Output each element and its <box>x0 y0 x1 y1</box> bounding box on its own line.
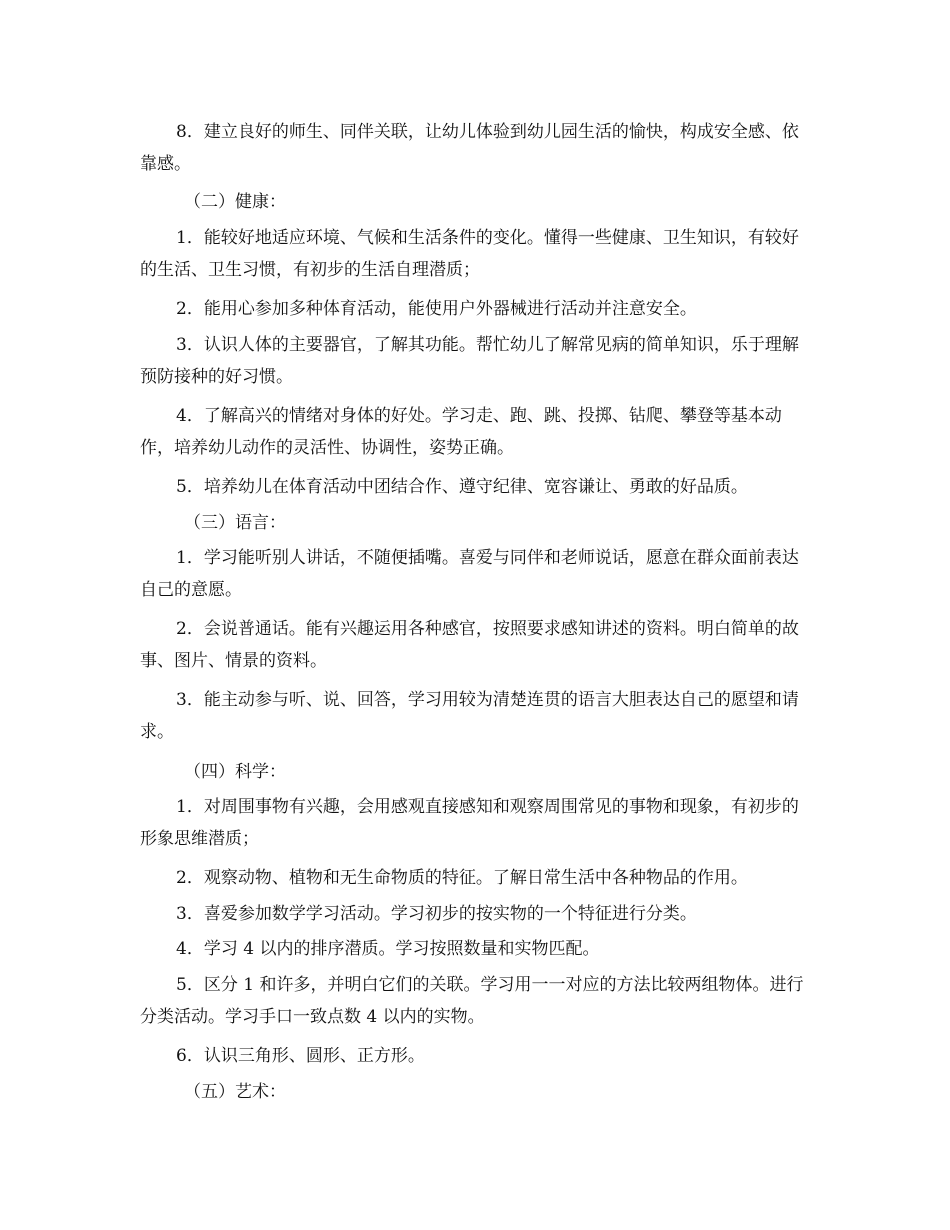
section-heading-health: （二）健康： <box>184 192 286 212</box>
paragraph-health-1: 1．能较好地适应环境、气候和生活条件的变化。懂得一些健康、卫生知识，有较好的生活、卫生习惯，有初步的生活自理潜质； <box>140 228 799 280</box>
paragraph-language-1: 1．学习能听别人讲话，不随便插嘴。喜爱与同伴和老师说话，愿意在群众面前表达自己的意愿。 <box>140 548 799 600</box>
paragraph-science-3: 3．喜爱参加数学学习活动。学习初步的按实物的一个特征进行分类。 <box>176 904 697 924</box>
section-heading-language: （三）语言： <box>184 513 286 533</box>
paragraph-health-2: 2．能用心参加多种体育活动，能使用户外器械进行活动并注意安全。 <box>176 299 697 319</box>
section-heading-science: （四）科学： <box>184 762 286 782</box>
paragraph-language-2: 2．会说普通话。能有兴趣运用各种感官，按照要求感知讲述的资料。明白简单的故事、图片、情景的资料。 <box>140 619 799 671</box>
paragraph-science-6: 6．认识三角形、圆形、正方形。 <box>176 1046 425 1066</box>
paragraph-language-3: 3．能主动参与听、说、回答，学习用较为清楚连贯的语言大胆表达自己的愿望和请求。 <box>140 690 799 742</box>
paragraph-science-1: 1．对周围事物有兴趣，会用感观直接感知和观察周围常见的事物和现象，有初步的形象思维潜质； <box>140 797 799 849</box>
paragraph-health-3: 3．认识人体的主要器官，了解其功能。帮忙幼儿了解常见病的简单知识，乐于理解预防接种的好习惯。 <box>140 335 799 387</box>
paragraph-science-5: 5．区分 1 和许多，并明白它们的关联。学习用一一对应的方法比较两组物体。进行分类活动。学习手口一致点数 4 以内的实物。 <box>140 975 804 1027</box>
paragraph-science-4: 4．学习 4 以内的排序潜质。学习按照数量和实物匹配。 <box>176 939 600 959</box>
paragraph-item-8-relationship: 8．建立良好的师生、同伴关联，让幼儿体验到幼儿园生活的愉快，构成安全感、依靠感。 <box>140 122 799 174</box>
section-heading-art: （五）艺术： <box>184 1082 286 1102</box>
paragraph-science-2: 2．观察动物、植物和无生命物质的特征。了解日常生活中各种物品的作用。 <box>176 868 748 888</box>
paragraph-health-5: 5．培养幼儿在体育活动中团结合作、遵守纪律、宽容谦让、勇敢的好品质。 <box>176 477 748 497</box>
paragraph-health-4: 4．了解高兴的情绪对身体的好处。学习走、跑、跳、投掷、钻爬、攀登等基本动作，培养幼儿动作的灵活性、协调性，姿势正确。 <box>140 406 782 458</box>
